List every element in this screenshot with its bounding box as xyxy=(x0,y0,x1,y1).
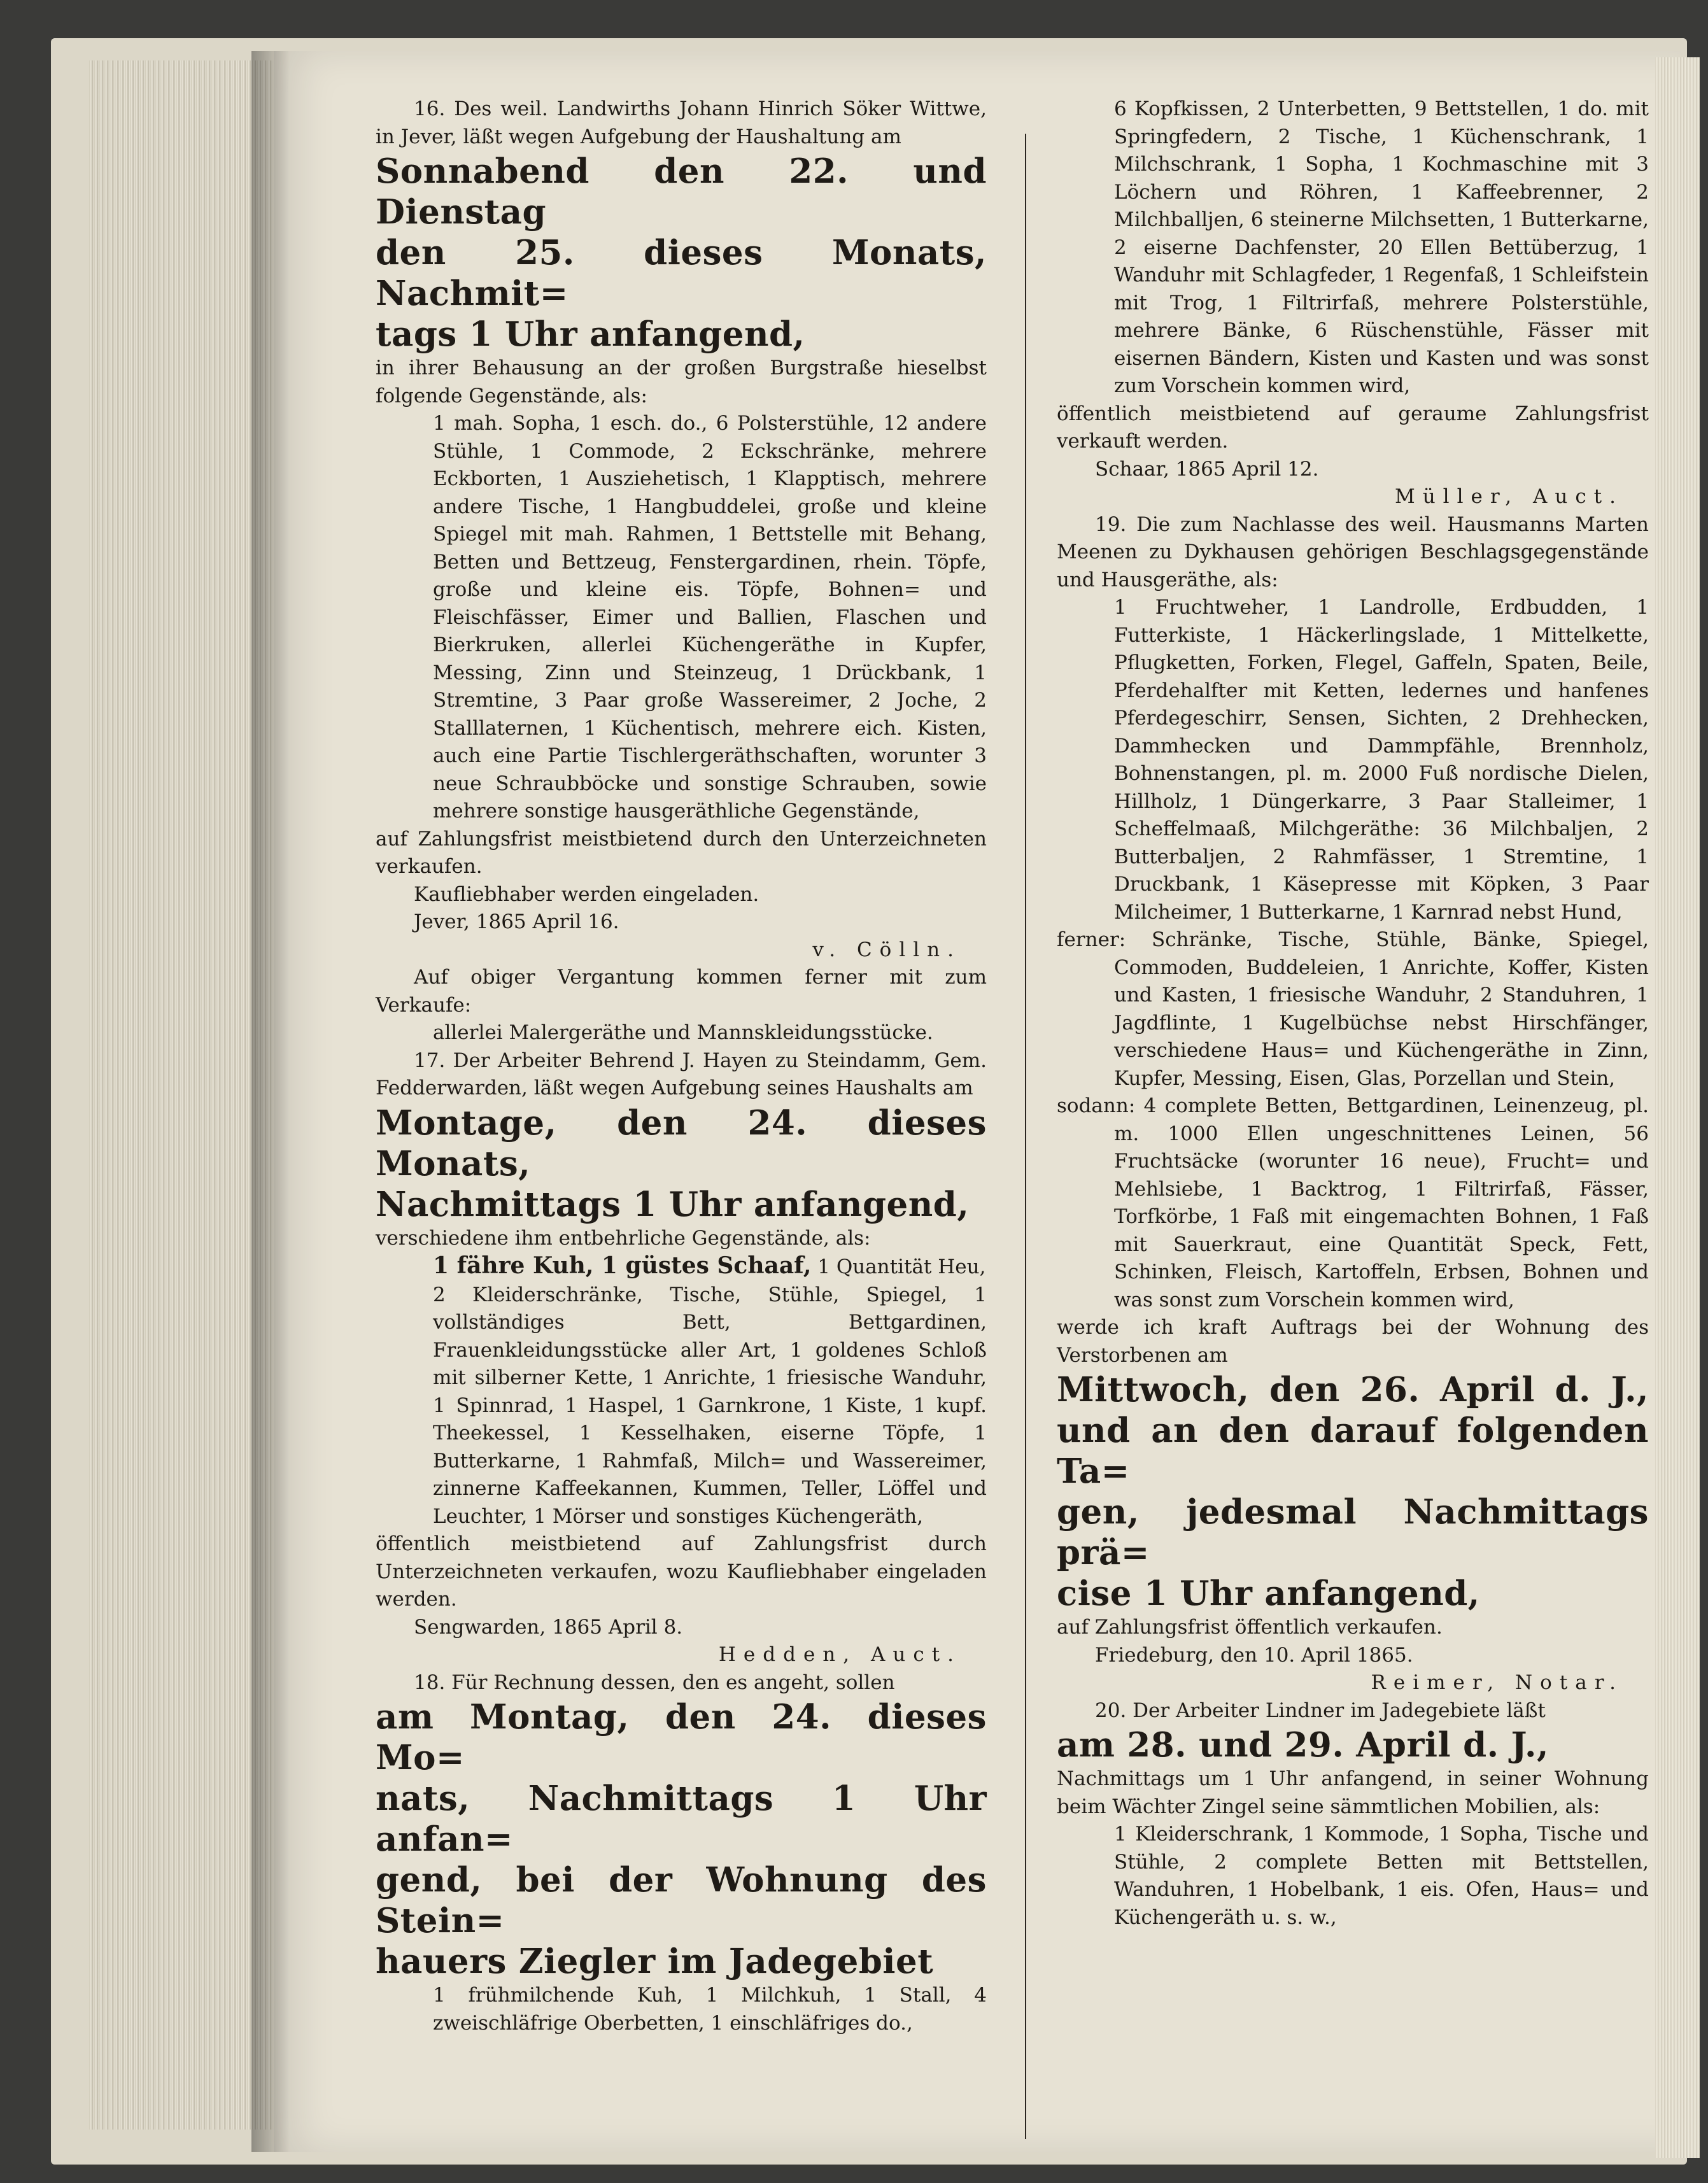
a17-list-1 xyxy=(376,1252,987,1282)
a17-date-line-1: Montage, den 24. dieses Monats, xyxy=(376,1103,987,1183)
a19-item-list: 1 Fruchtweher, 1 Landrolle, Erdbudden, 1 Futterkiste, 1 Häckerlingslade, 1 Mittelkette, Pflugketten, Forken, Flegel, Gaffeln, Spaten, Beile, Pferdehalfter mit Ketten, ledernes und hanfenes Pferdegeschirr, Sensen, Sichten, 2 Drehhecken, Dammhecken und Dammpfähle, Brennholz, Bohnenstangen, pl. m. 2000 Fuß nordische Dielen, Hillholz, 1 Düngerkarre, 3 Paar Stalleimer, 1 Scheffelmaaß, Milchgeräthe: 36 Milchbaljen, 2 Butterbaljen, 2 Rahmfässer, 1 Stremtine, 1 Druckbank, 1 Käsepresse mit Köpken, 3 Paar Milcheimer, 1 Butterkarne, 1 Karnrad nebst Hund, xyxy=(1114,596,1649,924)
announcement-19 xyxy=(1057,511,1649,1697)
a19-date-line-2: und an den darauf folgenden Ta= xyxy=(1057,1411,1649,1491)
a19-date-line-3: gen, jedesmal Nachmittags prä= xyxy=(1057,1492,1649,1572)
a16-extra: Auf obiger Vergantung kommen ferner mit zum Verkaufe: xyxy=(376,966,987,1017)
a18-closing: öffentlich meistbietend auf geraume Zahlungsfrist verkauft werden. xyxy=(1057,402,1649,453)
a17-signature: Hedden, Auct. xyxy=(718,1643,961,1666)
a19-intro: 19. Die zum Nachlasse des weil. Hausmanns Marten Meenen zu Dykhausen gehörigen Beschlagsgegenstände und Hausgeräthe, als: xyxy=(1057,512,1649,591)
a19-date-line-1: Mittwoch, den 26. April d. J., xyxy=(1057,1370,1649,1409)
left-column xyxy=(376,95,987,2037)
a16-location: in ihrer Behausung an der großen Burgstraße hieselbst folgende Gegenstände, als: xyxy=(376,357,987,407)
a18-date-line-4: hauers Ziegler im Jadegebiet xyxy=(376,1942,934,1981)
a20-date-line-1: am 28. und 29. April d. J., xyxy=(1057,1725,1549,1765)
a16-date-line-2: den 25. dieses Monats, Nachmit= xyxy=(376,233,987,313)
a19-sodann: sodann: 4 complete Betten, Bettgardinen, Leinenzeug, pl. m. 1000 Ellen ungeschnittenes Leinen, 56 Fruchtsäcke (worunter 16 neue), Frucht= und Mehlsiebe, 1 Backtrog, 1 Filtrirfaß, Fässer, Torfkörbe, 1 Faß mit eingemachten Bohnen, 1 Faß mit Sauerkraut, eine Quantität Speck, Fett, Schinken, Fleisch, Kartoffeln, Erbsen, Bohnen und was sonst zum Vorschein kommen wird, xyxy=(1057,1094,1649,1311)
a17-closing: öffentlich meistbietend auf Zahlungsfrist durch Unterzeichneten verkaufen, wozu Kaufliebhaber eingeladen werden. xyxy=(376,1532,987,1611)
a17-list-1-rest: 1 Quantität Heu, xyxy=(811,1255,986,1278)
a17-intro: 17. Der Arbeiter Behrend J. Hayen zu Steindamm, Gem. Fedderwarden, läßt wegen Aufgebung seines Haushalts am xyxy=(376,1049,987,1099)
a16-buyers: Kaufliebhaber werden eingeladen. xyxy=(414,882,759,906)
a18-item-list: 1 frühmilchende Kuh, 1 Milchkuh, 1 Stall, 4 zweischläfrige Oberbetten, 1 einschläfriges do., xyxy=(433,1984,987,2035)
a17-bold-items: 1 fähre Kuh, 1 güstes Schaaf, xyxy=(433,1252,812,1279)
announcement-18-continued xyxy=(1057,95,1649,511)
right-column xyxy=(1057,95,1649,1932)
a19-ferner: ferner: Schränke, Tische, Stühle, Bänke, Spiegel, Commoden, Buddeleien, 1 Anrichte, Koffer, Kisten und Kasten, 1 friesische Wanduhr, 2 Standuhren, 1 Jagdflinte, 1 Kugelbüchse nebst Hirschfänger, verschiedene Haus= und Küchengeräthe in Zinn, Kupfer, Messing, Eisen, Glas, Porzellan und Stein, xyxy=(1057,928,1649,1090)
announcement-18 xyxy=(376,1669,987,2038)
a17-list-2: 2 Kleiderschränke, Tische, Stühle, Spiegel, 1 vollständiges Bett, Bettgardinen, Frauenkleidungsstücke aller Art, 1 goldenes Schloß mit silberner Kette, 1 Anrichte, 1 friesische Wanduhr, 1 Spinnrad, 1 Haspel, 1 Garnkrone, 1 Kiste, 1 kupf. Theekessel, 1 Kesselhaken, eiserne Töpfe, 1 Butterkarne, 1 Rahmfaß, Milch= und Wassereimer, zinnerne Kaffeekannen, Kummen, Teller, Löffel und Leuchter, 1 Mörser und sonstiges Küchengeräth, xyxy=(433,1283,987,1528)
a16-closing: auf Zahlungsfrist meistbietend durch den Unterzeichneten verkaufen. xyxy=(376,827,987,878)
a18-date-line-2: nats, Nachmittags 1 Uhr anfan= xyxy=(376,1779,987,1859)
a16-extra-list: allerlei Malergeräthe und Mannskleidungsstücke. xyxy=(433,1021,933,1044)
a16-intro: 16. Des weil. Landwirths Johann Hinrich Söker Wittwe, in Jever, läßt wegen Aufgebung der Haushaltung am xyxy=(376,97,987,148)
a19-after: auf Zahlungsfrist öffentlich verkaufen. xyxy=(1057,1616,1443,1639)
a17-place-date: Sengwarden, 1865 April 8. xyxy=(414,1615,683,1639)
announcement-20 xyxy=(1057,1697,1649,1932)
announcement-16 xyxy=(376,95,987,1047)
page-edges-right xyxy=(1655,57,1700,2158)
a18-signature: Müller, Auct. xyxy=(1394,485,1623,508)
column-divider xyxy=(1025,134,1026,2139)
a18-date-line-3: gend, bei der Wohnung des Stein= xyxy=(376,1860,987,1940)
a16-item-list: 1 mah. Sopha, 1 esch. do., 6 Polsterstühle, 12 andere Stühle, 1 Commode, 2 Eckschränke, mehrere Eckborten, 1 Ausziehetisch, 1 Klapptisch, mehrere andere Tische, 1 Hangbuddelei, große und kleine Spiegel mit mah. Rahmen, 1 Bettstelle mit Behang, Betten und Bettzeug, Fenstergardinen, rhein. Töpfe, große und kleine eis. Töpfe, Bohnen= und Fleischfässer, Eimer und Ballien, Flaschen und Bierkruken, allerlei Küchengeräthe in Kupfer, Messing, Zinn und Steinzeug, 1 Drückbank, 1 Stremtine, 3 Paar große Wassereimer, 2 Joche, 2 Stalllaternen, 1 Küchentisch, mehrere eich. Kisten, auch eine Partie Tischlergeräthschaften, worunter 3 neue Schraubböcke und sonstige Schrauben, sowie mehrere sonstige hausgeräthliche Gegenstände, xyxy=(433,412,987,823)
a20-after: Nachmittags um 1 Uhr anfangend, in seiner Wohnung beim Wächter Zingel seine sämmtlichen Mobilien, als: xyxy=(1057,1767,1649,1818)
a19-signature: Reimer, Notar. xyxy=(1371,1671,1623,1694)
a16-date-line-1: Sonnabend den 22. und Dienstag xyxy=(376,152,987,232)
a18-item-list-continued: 6 Kopfkissen, 2 Unterbetten, 9 Bettstellen, 1 do. mit Springfedern, 2 Tische, 1 Küchenschrank, 1 Milchschrank, 1 Sopha, 1 Kochmaschine mit 3 Löchern und Röhren, 1 Kaffeebrenner, 2 Milchballjen, 6 steinerne Milchsetten, 1 Butterkarne, 2 eiserne Dachfenster, 20 Ellen Bettüberzug, 1 Wanduhr mit Schlagfeder, 1 Regenfaß, 1 Schleifstein mit Trog, 1 Filtrirfaß, mehrere Polsterstühle, mehrere Bänke, 6 Rüschenstühle, Fässer mit eisernen Bändern, Kisten und Kasten und was sonst zum Vorschein kommen wird, xyxy=(1114,97,1649,397)
a20-item-list: 1 Kleiderschrank, 1 Kommode, 1 Sopha, Tische und Stühle, 2 complete Betten mit Bettstellen, Wanduhren, 1 Hobelbank, 1 eis. Ofen, Haus= und Küchengeräth u. s. w., xyxy=(1114,1823,1649,1929)
a17-date-line-2: Nachmittags 1 Uhr anfangend, xyxy=(376,1184,970,1224)
a19-closing: werde ich kraft Auftrags bei der Wohnung des Verstorbenen am xyxy=(1057,1316,1649,1367)
a16-place-date: Jever, 1865 April 16. xyxy=(414,910,619,933)
a18-place-date: Schaar, 1865 April 12. xyxy=(1095,457,1319,481)
a16-signature: v. Cölln. xyxy=(812,938,961,961)
a18-date-line-1: am Montag, den 24. dieses Mo= xyxy=(376,1697,987,1777)
a20-intro: 20. Der Arbeiter Lindner im Jadegebiete läßt xyxy=(1095,1699,1546,1722)
announcement-17 xyxy=(376,1047,987,1669)
a17-after: verschiedene ihm entbehrliche Gegenstände, als: xyxy=(376,1226,871,1250)
a19-place-date: Friedeburg, den 10. April 1865. xyxy=(1095,1643,1413,1667)
a18-intro: 18. Für Rechnung dessen, den es angeht, sollen xyxy=(414,1671,895,1694)
a19-date-line-4: cise 1 Uhr anfangend, xyxy=(1057,1574,1480,1613)
spine-shadow xyxy=(251,51,290,2152)
a16-date-line-3: tags 1 Uhr anfangend, xyxy=(376,314,805,354)
